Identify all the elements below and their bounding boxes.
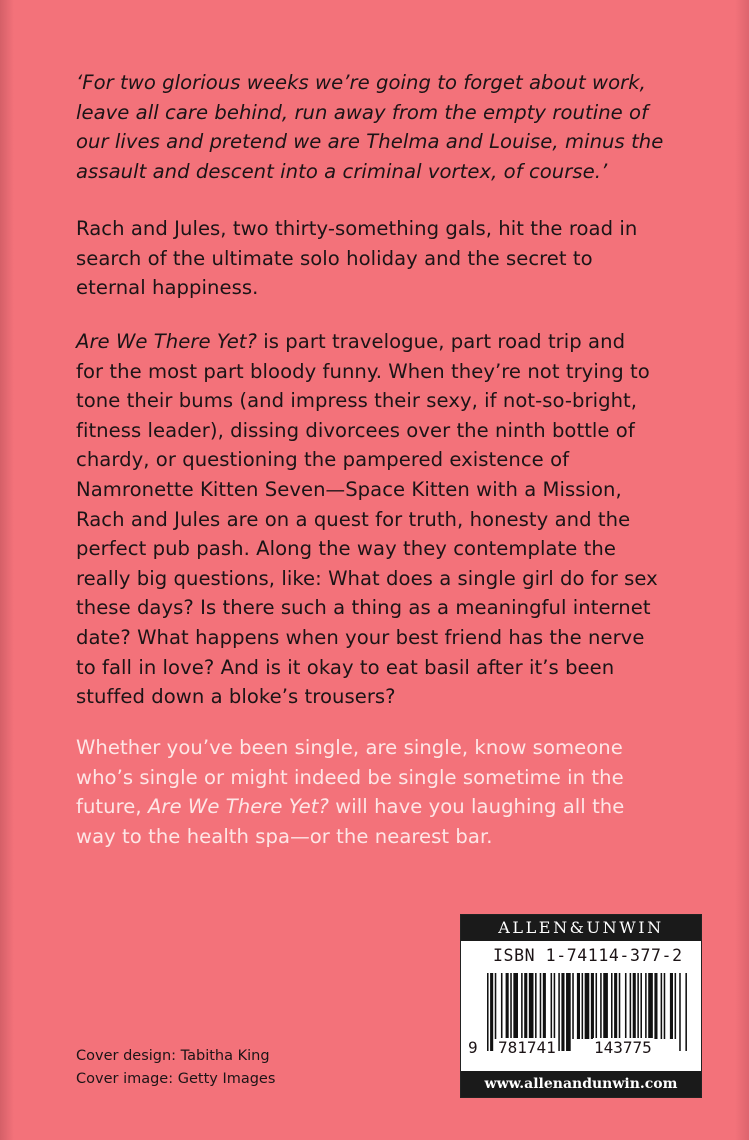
barcode-bar xyxy=(554,973,556,1039)
cover-credits xyxy=(76,1045,275,1091)
barcode-bar xyxy=(596,973,598,1039)
cover-design-credit: Cover design: Tabitha King xyxy=(76,1048,270,1064)
barcode-bar xyxy=(614,973,617,1039)
barcode-bar xyxy=(600,973,602,1039)
barcode-bar xyxy=(582,973,584,1039)
barcode-panel xyxy=(460,914,702,1098)
barcode-bar xyxy=(675,973,677,1039)
barcode-bar xyxy=(611,973,613,1039)
closing-paragraph xyxy=(76,733,716,851)
barcode-bar xyxy=(648,973,653,1039)
barcode-bar xyxy=(591,973,594,1039)
text-line: way to the health spa—or the nearest bar. xyxy=(76,824,493,848)
barcode-bar xyxy=(625,973,627,1039)
quote-line: assault and descent into a criminal vortex, of course.’ xyxy=(76,159,608,183)
barcode-bar xyxy=(685,973,687,1051)
barcode-bar xyxy=(495,973,497,1039)
publisher-url: www.allenandunwin.com xyxy=(461,1071,701,1097)
spine-shadow xyxy=(0,0,14,1140)
barcode-bar xyxy=(524,973,527,1039)
barcode-bar xyxy=(679,973,681,1051)
barcode-bar xyxy=(487,973,489,1051)
text-line: chardy, or questioning the pampered existence of xyxy=(76,448,570,472)
barcode-bar xyxy=(630,973,632,1039)
text-line: perfect pub pash. Along the way they contemplate the xyxy=(76,537,616,561)
ean-left-digits: 781741 xyxy=(498,1038,556,1057)
description-paragraph xyxy=(76,327,716,712)
barcode-bar xyxy=(558,973,560,1051)
barcode-bar xyxy=(551,973,553,1039)
quote-line: our lives and pretend we are Thelma and Louise, minus the xyxy=(76,130,664,154)
edge-shadow xyxy=(735,0,749,1140)
publisher-logo: ALLEN&UNWIN xyxy=(461,915,701,941)
barcode-bar xyxy=(566,973,571,1051)
synopsis-paragraph xyxy=(76,214,716,303)
barcode-bar xyxy=(664,973,666,1039)
text-line xyxy=(76,327,716,357)
barcode-bar xyxy=(577,973,580,1039)
barcode-bar xyxy=(561,973,564,1051)
book-title: Are We There Yet? xyxy=(76,330,257,353)
barcode-bar xyxy=(645,973,647,1039)
text-line: tone their bums (and impress their sexy, if not-so-bright, xyxy=(76,389,638,413)
text-line: stuffed down a bloke’s trousers? xyxy=(76,685,396,709)
barcode-bar xyxy=(619,973,621,1039)
barcode-bar xyxy=(637,973,639,1039)
opening-quote xyxy=(76,68,716,186)
text-line xyxy=(76,792,716,822)
barcode-bar xyxy=(540,973,542,1039)
text-line: Rach and Jules are on a quest for truth, honesty and the xyxy=(76,507,631,531)
isbn-number: ISBN 1-74114-377-2 xyxy=(493,946,683,965)
text-line: eternal happiness. xyxy=(76,276,259,300)
text-fragment: will have you laughing all the xyxy=(328,795,625,819)
cover-image-credit: Cover image: Getty Images xyxy=(76,1071,276,1087)
ean-right-digits: 143775 xyxy=(594,1038,652,1057)
text-line: Rach and Jules, two thirty-something gals, hit the road in xyxy=(76,217,638,240)
barcode-bar xyxy=(510,973,512,1039)
barcode-bar xyxy=(572,973,574,1039)
barcode-bar xyxy=(640,973,642,1039)
barcode-bar xyxy=(506,973,509,1039)
barcode-bar xyxy=(513,973,518,1039)
barcode-bar xyxy=(603,973,608,1039)
barcode-bar xyxy=(521,973,523,1039)
text-line: Namronette Kitten Seven—Space Kitten with a Mission, xyxy=(76,477,622,501)
text-fragment: future, xyxy=(76,795,148,819)
book-title: Are We There Yet? xyxy=(147,795,329,819)
barcode-bar xyxy=(654,973,657,1039)
barcode-bar xyxy=(585,973,590,1039)
text-line: fitness leader), dissing divorcees over the ninth bottle of xyxy=(76,418,635,442)
text-line: who’s single or might indeed be single sometime in the xyxy=(76,765,624,789)
barcode-bar xyxy=(633,973,636,1039)
text-line: date? What happens when your best friend has the nerve xyxy=(76,625,645,649)
text-line: search of the ultimate solo holiday and the secret to xyxy=(76,246,593,270)
quote-line: ‘For two glorious weeks we’re going to forget about work, xyxy=(76,71,646,94)
text-line: really big questions, like: What does a single girl do for sex xyxy=(76,566,658,590)
barcode-bar xyxy=(501,973,503,1039)
ean-lead-digit: 9 xyxy=(468,1038,478,1057)
text-line: these days? Is there such a thing as a meaningful internet xyxy=(76,596,651,620)
text-line: for the most part bloody funny. When they’re not trying to xyxy=(76,359,650,383)
text-fragment: is part travelogue, part road trip and xyxy=(256,330,626,353)
barcode-bar xyxy=(490,973,493,1051)
barcode-bar xyxy=(535,973,537,1039)
quote-line: leave all care behind, run away from the empty routine of xyxy=(76,100,649,124)
barcode-bar xyxy=(670,973,673,1039)
text-line: Whether you’ve been single, are single, know someone xyxy=(76,736,623,759)
barcode-bar xyxy=(529,973,534,1039)
barcode-bar xyxy=(661,973,663,1039)
barcode-bar xyxy=(543,973,546,1039)
text-line: to fall in love? And is it okay to eat basil after it’s been xyxy=(76,655,615,679)
